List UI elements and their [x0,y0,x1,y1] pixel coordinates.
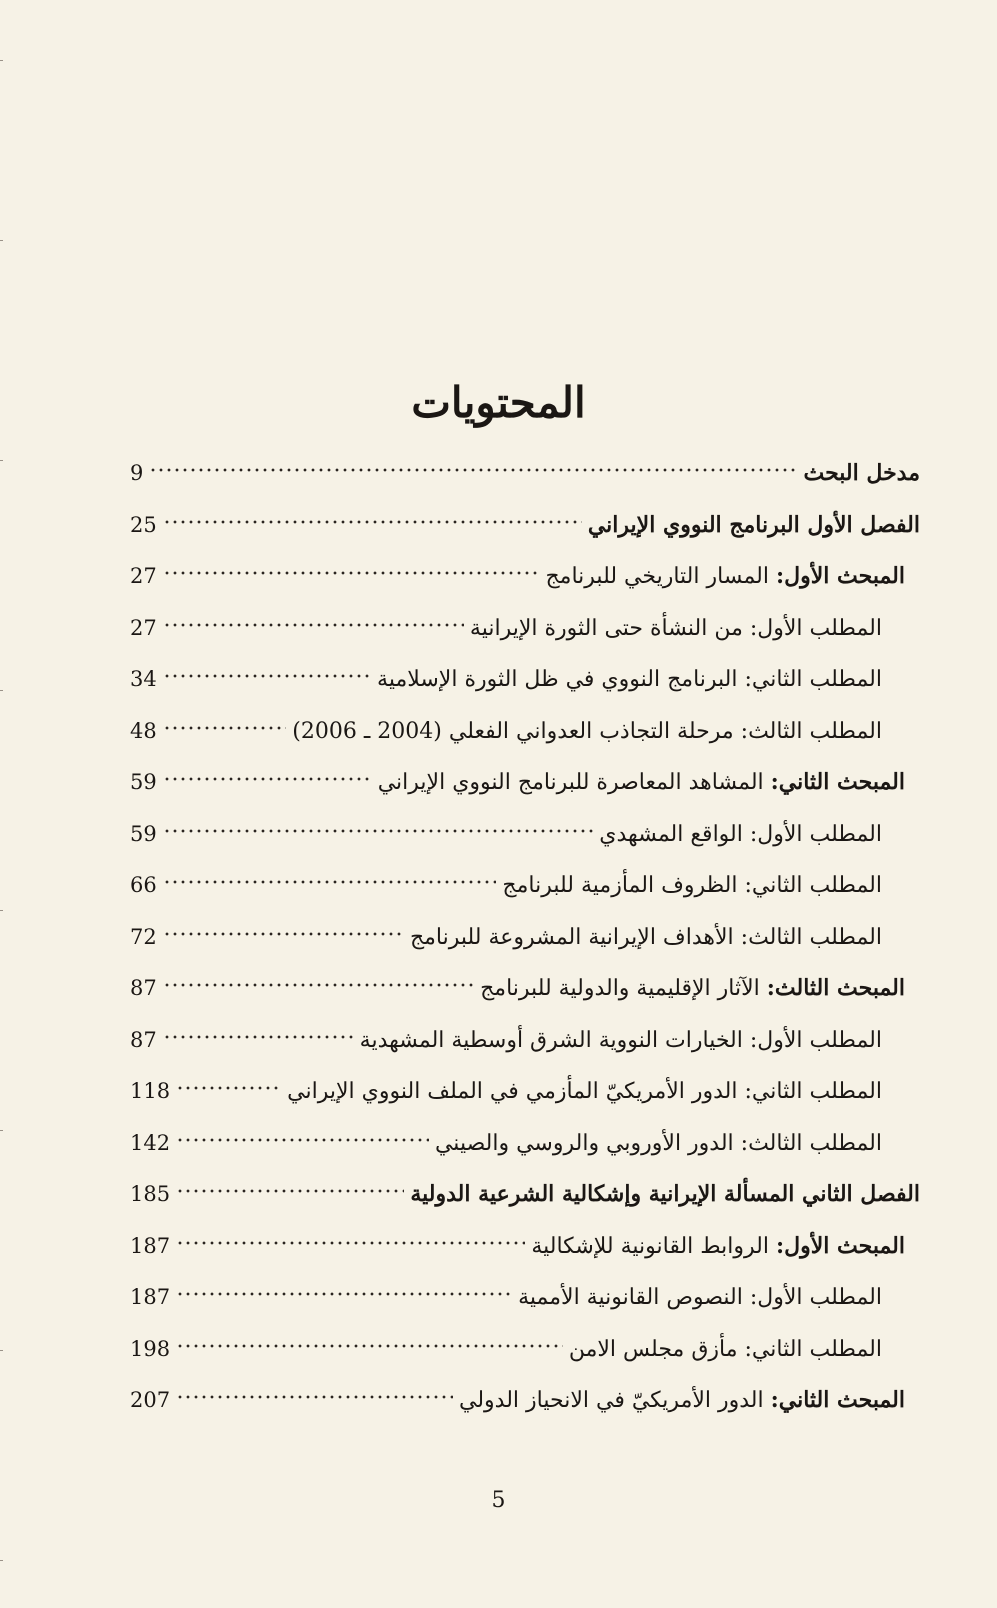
toc-entry[interactable] [130,1007,882,1053]
dot-leader [176,1110,429,1150]
toc-entry-text: الأهداف الإيرانية المشروعة للبرنامج [409,924,741,950]
dot-leader [163,801,594,841]
toc-entry-title [599,815,882,855]
toc-entry-page: 118 [130,1079,171,1103]
toc-entry-title [410,1174,920,1214]
toc-entry-title [518,1278,882,1318]
toc-entry-text: الظروف المأزمية للبرنامج [502,873,745,898]
toc-entry-text: الآثار الإقليمية والدولية للبرنامج [480,976,767,1001]
toc-entry[interactable] [130,955,905,1001]
toc-entry[interactable] [130,1213,905,1259]
dot-leader [163,955,474,995]
toc-entry[interactable] [130,1161,920,1207]
dot-leader [163,904,404,944]
dot-leader [176,1316,563,1356]
toc-entry[interactable] [130,543,905,589]
dot-leader [176,1213,525,1253]
toc-entry-title [435,1124,882,1164]
dot-leader [163,698,287,738]
toc-entry[interactable] [130,646,882,692]
toc-entry-page: 59 [130,821,157,846]
toc-entry[interactable] [130,1058,882,1104]
toc-entry-title [470,609,882,649]
toc-entry-page: 25 [130,512,157,537]
toc-entry-text: الفصل الثاني المسألة الإيرانية وإشكالية الشرعية الدولية [410,1181,920,1207]
toc-entry-prefix: المطلب الثاني: [744,667,882,692]
dot-leader [176,1367,453,1407]
toc-entry-page: 87 [130,976,157,1000]
toc-entry-text: البرنامج النووي في ظل الثورة الإسلامية [377,667,745,692]
toc-entry-title [545,556,905,597]
toc-entry[interactable] [130,1264,882,1310]
toc-entry[interactable] [130,595,882,641]
toc-entry[interactable] [130,440,920,486]
toc-entry-prefix: المطلب الأول: [749,821,882,847]
toc-entry-prefix: المطلب الأول: [749,1285,882,1310]
toc-entry-text: المشاهد المعاصرة للبرنامج النووي الإيراني [377,770,771,795]
toc-entry-page: 66 [130,873,157,897]
toc-entry-text: مأزق مجلس الامن [568,1336,745,1362]
page-number: 5 [491,1488,506,1513]
toc-entry-text: الدور الأمريكيّ في الانحياز الدولي [459,1388,771,1413]
dot-leader [163,646,371,686]
toc-entry-text: الدور الأمريكيّ المأزمي في الملف النووي الإيراني [287,1079,745,1104]
dot-leader [163,852,497,892]
toc-entry-page: 198 [130,1336,171,1361]
toc-entry-page: 27 [130,564,157,588]
toc-entry-prefix: المطلب الثالث: [740,924,882,950]
toc-entry-text: الفصل الأول البرنامج النووي الإيراني [587,511,920,538]
toc-entry[interactable] [130,801,882,847]
dot-leader [176,1264,512,1304]
toc-entry-title [588,505,920,545]
toc-entry[interactable] [130,698,882,744]
toc-entry-text: من النشأة حتى الثورة الإيرانية [469,615,750,641]
dot-leader [163,1007,354,1047]
toc-entry-text: مرحلة التجاذب العدواني الفعلي (2004 ـ 2006) [292,718,741,744]
toc-entry-text: الخيارات النووية الشرق أوسطية المشهدية [359,1027,750,1053]
toc-entry-page: 59 [130,770,157,794]
toc-entry-text: الواقع المشهدي [599,821,750,847]
toc-entry[interactable] [130,1110,882,1156]
toc-entry-page: 48 [130,718,157,743]
toc-entry-text: النصوص القانونية الأممية [518,1285,750,1310]
toc-entry-title [377,660,882,700]
toc-entry-prefix: المطلب الثاني: [744,1336,882,1362]
toc-entry-prefix: المبحث الثاني: [770,1387,905,1413]
toc-entry-title [803,453,920,493]
toc-entry-title [459,1380,905,1421]
dot-leader [163,595,464,635]
toc-entry-page: 9 [130,461,144,485]
toc-entry-title [569,1330,882,1370]
toc-entry[interactable] [130,904,882,950]
dot-leader [163,749,372,789]
toc-entry-title [410,918,882,958]
dot-leader [149,440,797,480]
toc-entry-prefix: المطلب الثالث: [740,718,882,744]
toc-entry-title [378,762,905,803]
toc-entry-prefix: المطلب الأول: [749,615,882,641]
dot-leader [176,1058,281,1098]
page-title: المحتويات [411,378,586,427]
dot-leader [163,543,540,583]
toc-entry-title [292,712,882,752]
toc-entry-title [287,1072,882,1112]
toc-entry-page: 72 [130,924,157,949]
dot-leader [176,1161,404,1201]
toc-entry[interactable] [130,749,905,795]
dot-leader [163,492,582,532]
toc-entry-title [531,1226,905,1267]
toc-entry-page: 87 [130,1027,157,1052]
toc-entry-prefix: المبحث الثالث: [766,975,905,1001]
toc-entry-prefix: المبحث الثاني: [770,769,905,795]
toc-entry-prefix: المبحث الأول: [775,563,905,589]
toc-entry-page: 27 [130,615,157,640]
toc-entry[interactable] [130,492,920,538]
toc-entry-title [502,866,882,906]
toc-entry-prefix: المبحث الأول: [775,1232,905,1259]
toc-entry-page: 142 [130,1130,171,1155]
toc-entry-prefix: المطلب الثاني: [744,873,882,898]
toc-entry-title [360,1021,882,1061]
toc-entry-prefix: المطلب الأول: [749,1027,882,1053]
toc-entry-prefix: المطلب الثالث: [740,1130,882,1156]
toc-entry[interactable] [130,1367,905,1413]
toc-entry[interactable] [130,1316,882,1362]
toc-entry-page: 187 [130,1233,171,1258]
toc-entry[interactable] [130,852,882,898]
toc-entry-page: 207 [130,1388,171,1412]
toc-entry-page: 187 [130,1285,171,1309]
toc-entry-text: الدور الأوروبي والروسي والصيني [434,1130,741,1156]
toc-entry-page: 34 [130,667,157,691]
toc-entry-title [480,968,905,1009]
toc-entry-text: الروابط القانونية للإشكالية [531,1233,776,1259]
toc-entry-text: مدخل البحث [803,460,920,486]
toc-entry-text: المسار التاريخي للبرنامج [545,564,776,589]
toc-entry-prefix: المطلب الثاني: [744,1079,882,1104]
toc-entry-page: 185 [130,1182,171,1206]
